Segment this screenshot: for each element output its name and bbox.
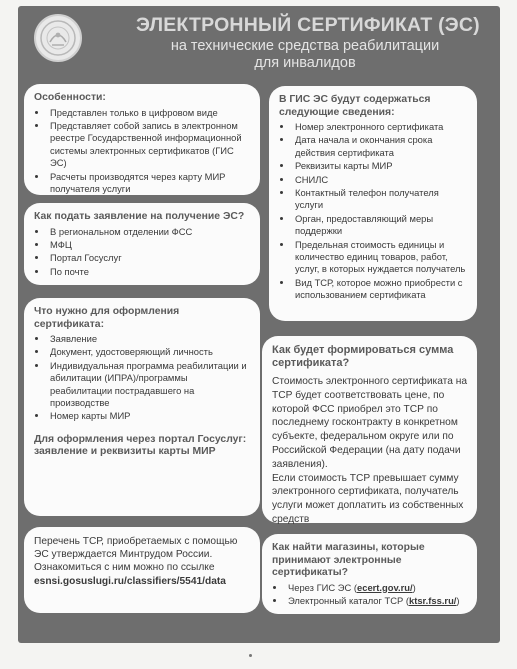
amount-heading: Как будет формироваться сумма сертификата? <box>272 344 454 369</box>
list-item: • Представлен только в цифровом виде <box>48 107 250 119</box>
list-item: • Документ, удостоверяющий личность <box>48 346 250 358</box>
list-item: • МФЦ <box>48 239 250 251</box>
list-note-card <box>24 527 260 613</box>
subtitle-line: для инвалидов <box>254 55 356 71</box>
list-item: • Номер карты МИР <box>48 410 250 422</box>
ecert-link[interactable]: ecert.gov.ru/ <box>357 581 413 593</box>
subtitle-line: на технические средства реабилитации <box>170 38 440 54</box>
list-item: • В региональном отделении ФСС <box>48 226 250 238</box>
scan-speck <box>249 654 252 657</box>
stores-heading: Как найти магазины, которые принимают электронные сертификаты? <box>272 542 425 578</box>
amount-paragraph: Если стоимость ТСР превышает сумму электронного сертификата, получатель услуги может доплатить из собственных средств <box>272 472 464 525</box>
list-item: • Номер электронного сертификата <box>293 121 467 133</box>
list-item: • СНИЛС <box>293 174 467 186</box>
list-item: • Расчеты производятся через карту МИР получателя услуги <box>48 171 250 196</box>
list-item <box>286 582 467 594</box>
classifier-link[interactable]: esnsi.gosuslugi.ru/classifiers/5541/data <box>34 575 226 587</box>
requirements-card <box>24 298 260 516</box>
list-item: • Заявление <box>48 333 250 345</box>
list-note-text: Перечень ТСР, приобретаемых с помощью ЭС утверждается Минтрудом России. Ознакомиться с ним можно по ссылке <box>34 536 238 574</box>
list-item: • Индивидуальная программа реабилитации и абилитации (ИПРА)/программы реабилитации пострадавшего на производстве <box>48 360 250 410</box>
list-item: • Вид ТСР, которое можно приобрести с использованием сертификата <box>293 277 467 302</box>
list-item: • Дата начала и окончания срока действия сертификата <box>293 134 467 159</box>
page-subtitle <box>140 38 470 72</box>
list-item-text: Электронный каталог ТСР ( <box>288 594 409 606</box>
features-heading: Особенности: <box>34 92 106 103</box>
spacer <box>34 424 250 434</box>
stores-card <box>262 534 477 614</box>
list-item-text: ) <box>412 581 416 593</box>
list-item: • Контактный телефон получателя услуги <box>293 187 467 212</box>
ktsr-link[interactable]: ktsr.fss.ru/ <box>408 594 457 606</box>
requirements-heading: Что нужно для оформления сертификата: <box>34 306 180 330</box>
amount-card <box>262 336 477 523</box>
fss-logo-icon <box>34 14 82 62</box>
page-title: ЭЛЕКТРОННЫЙ СЕРТИФИКАТ (ЭС) <box>136 14 480 36</box>
list-item: • По почте <box>48 266 250 278</box>
requirements-list <box>34 333 250 423</box>
list-item: • Орган, предоставляющий меры поддержки <box>293 213 467 238</box>
portal-note: Для оформления через портал Госуслуг: заявление и реквизиты карты МИР <box>34 433 247 458</box>
list-item-text: ) <box>456 594 460 606</box>
list-item <box>286 595 467 607</box>
list-item: • Предельная стоимость единицы и количество единиц товаров, работ, услуг, в которых нуждается получатель <box>293 239 467 276</box>
amount-paragraph: Стоимость электронного сертификата на ТСР будет соответствовать цене, по которой ФСС приобрел это ТСР по последнему госконтракту в конкретном субъекте, федеральном округе или по Российской Федерации (на дату подачи заявления). <box>272 376 467 470</box>
how-to-apply-card <box>24 203 260 285</box>
list-item-text: Через ГИС ЭС ( <box>288 581 358 593</box>
features-list <box>34 107 250 196</box>
list-item: • Представляет собой запись в электронном реестре Государственной информационной системы электронных сертификатов (ГИС ЭС) <box>48 120 250 170</box>
how-to-apply-list <box>34 226 250 279</box>
features-card <box>24 84 260 195</box>
gis-info-list <box>279 121 467 302</box>
list-item: • Реквизиты карты МИР <box>293 160 467 172</box>
how-to-apply-heading: Как подать заявление на получение ЭС? <box>34 211 245 222</box>
gis-info-heading: В ГИС ЭС будут содержаться следующие сведения: <box>279 94 431 118</box>
list-item: • Портал Госуслуг <box>48 252 250 264</box>
gis-info-card <box>269 86 477 321</box>
stores-list <box>272 582 467 608</box>
